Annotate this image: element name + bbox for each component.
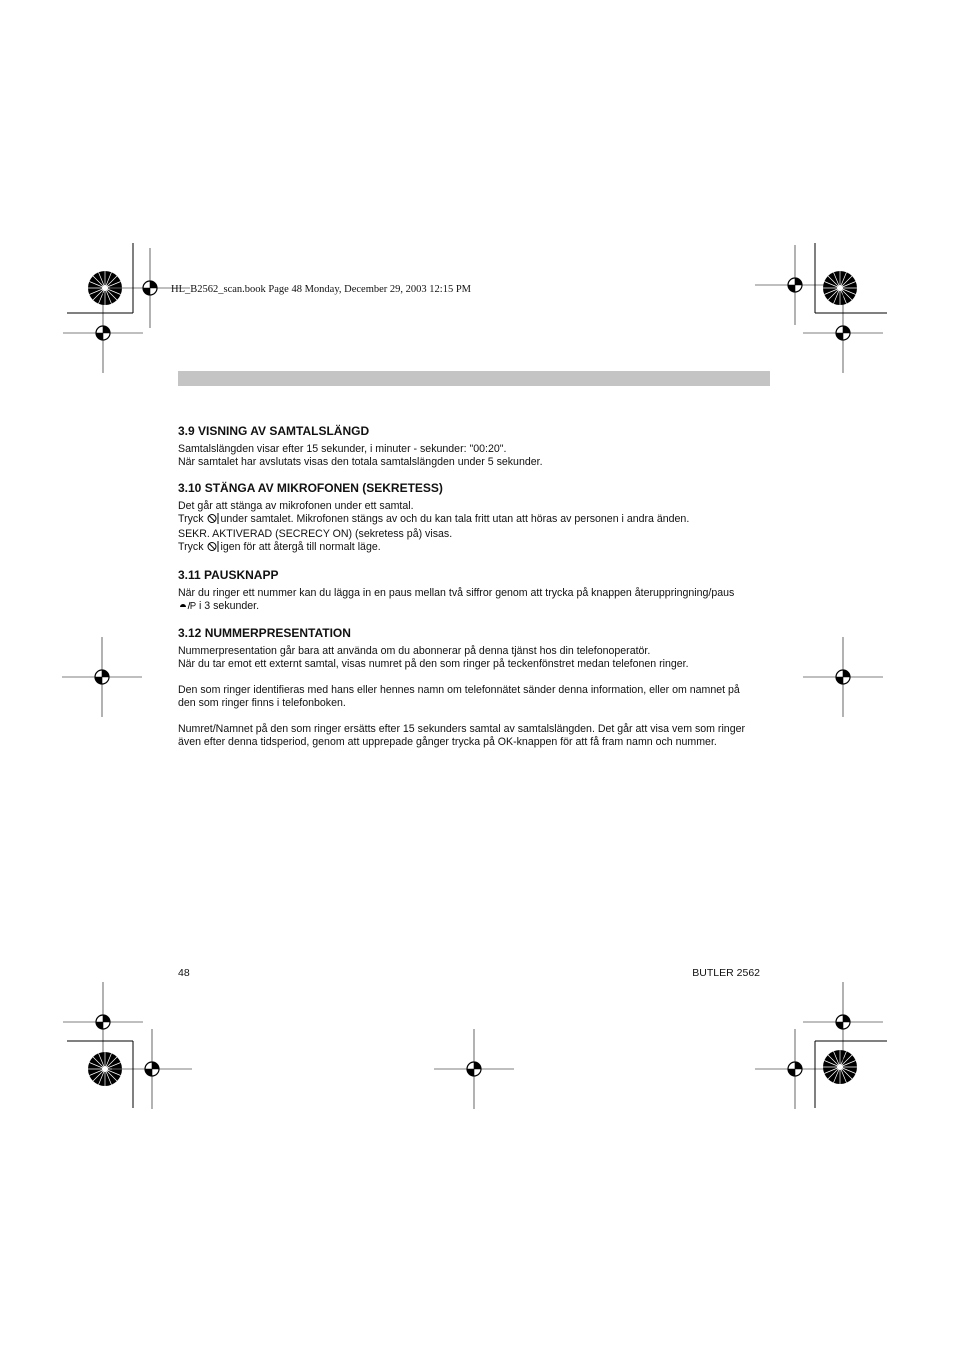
paragraph-line (178, 600, 770, 614)
section-3-9 (178, 424, 770, 469)
text-fragment: igen för att återgå till normalt läge. (220, 541, 381, 553)
redial-pause-key-icon (178, 601, 196, 614)
paragraph-line: Den som ringer identifieras med hans eller hennes namn om telefonnätet sänder denna information, eller om namnet på (178, 684, 740, 696)
section-3-12 (178, 626, 770, 749)
section-3-10 (178, 481, 770, 556)
section-heading: 3.9 VISNING AV SAMTALSLÄNGD (178, 424, 370, 438)
text-fragment: under samtalet. Mikrofonen stängs av och du kan tala fritt utan att höras av personen i andra änden. (220, 513, 690, 525)
page-content (178, 424, 770, 761)
registration-cross-bottom-center (434, 1029, 514, 1109)
mute-key-icon (207, 513, 219, 528)
paragraph-line (178, 513, 770, 528)
page-number: 48 (178, 967, 190, 979)
registration-cross-middle-right (803, 637, 883, 717)
text-fragment: Tryck (178, 513, 204, 525)
text-fragment: Tryck (178, 541, 204, 553)
paragraph-line: även efter denna tidsperiod, genom att upprepade gånger trycka på OK-knappen för att få fram namn och nummer. (178, 736, 717, 748)
registration-star-bottom-right (823, 1050, 857, 1084)
section-heading: 3.12 NUMMERPRESENTATION (178, 626, 351, 640)
paragraph-line: När du tar emot ett externt samtal, visas numret på den som ringer på teckenfönstret medan telefonen ringer. (178, 658, 689, 670)
paragraph-line: När du ringer ett nummer kan du lägga in en paus mellan två siffror genom att trycka på knappen återuppringning/paus (178, 587, 735, 599)
registration-cross-top-left-2 (63, 293, 143, 373)
section-heading: 3.10 STÄNGA AV MIKROFONEN (SEKRETESS) (178, 481, 443, 495)
paragraph-line: Nummerpresentation går bara att använda om du abonnerar på denna tjänst hos din telefonoperatör. (178, 645, 651, 657)
print-header: HL_B2562_scan.book Page 48 Monday, December 29, 2003 12:15 PM (171, 284, 471, 295)
paragraph-line: Det går att stänga av mikrofonen under ett samtal. (178, 500, 414, 512)
section-header-bar (178, 371, 770, 386)
registration-star-top-right (823, 271, 857, 305)
paragraph-line: När samtalet har avslutats visas den totala samtalslängden under 5 sekunder. (178, 456, 543, 468)
paragraph-line: Numret/Namnet på den som ringer ersätts efter 15 sekunders samtal av samtalslängden. Det går att visa vem som ringer (178, 723, 746, 735)
text-fragment: i 3 sekunder. (199, 600, 260, 612)
registration-cross-middle-left (62, 637, 142, 717)
paragraph-line (178, 541, 770, 556)
paragraph-line: SEKR. AKTIVERAD (SECRECY ON) (sekretess på) visas. (178, 528, 453, 540)
registration-cross-bottom-left-1 (63, 982, 143, 1062)
section-3-11 (178, 568, 770, 614)
mute-key-icon (207, 541, 219, 556)
paragraph-line: Samtalslängden visar efter 15 sekunder, i minuter - sekunder: "00:20". (178, 443, 507, 455)
section-heading: 3.11 PAUSKNAPP (178, 568, 279, 582)
paragraph-line: den som ringer finns i telefonboken. (178, 697, 346, 709)
product-name: BUTLER 2562 (692, 967, 760, 979)
